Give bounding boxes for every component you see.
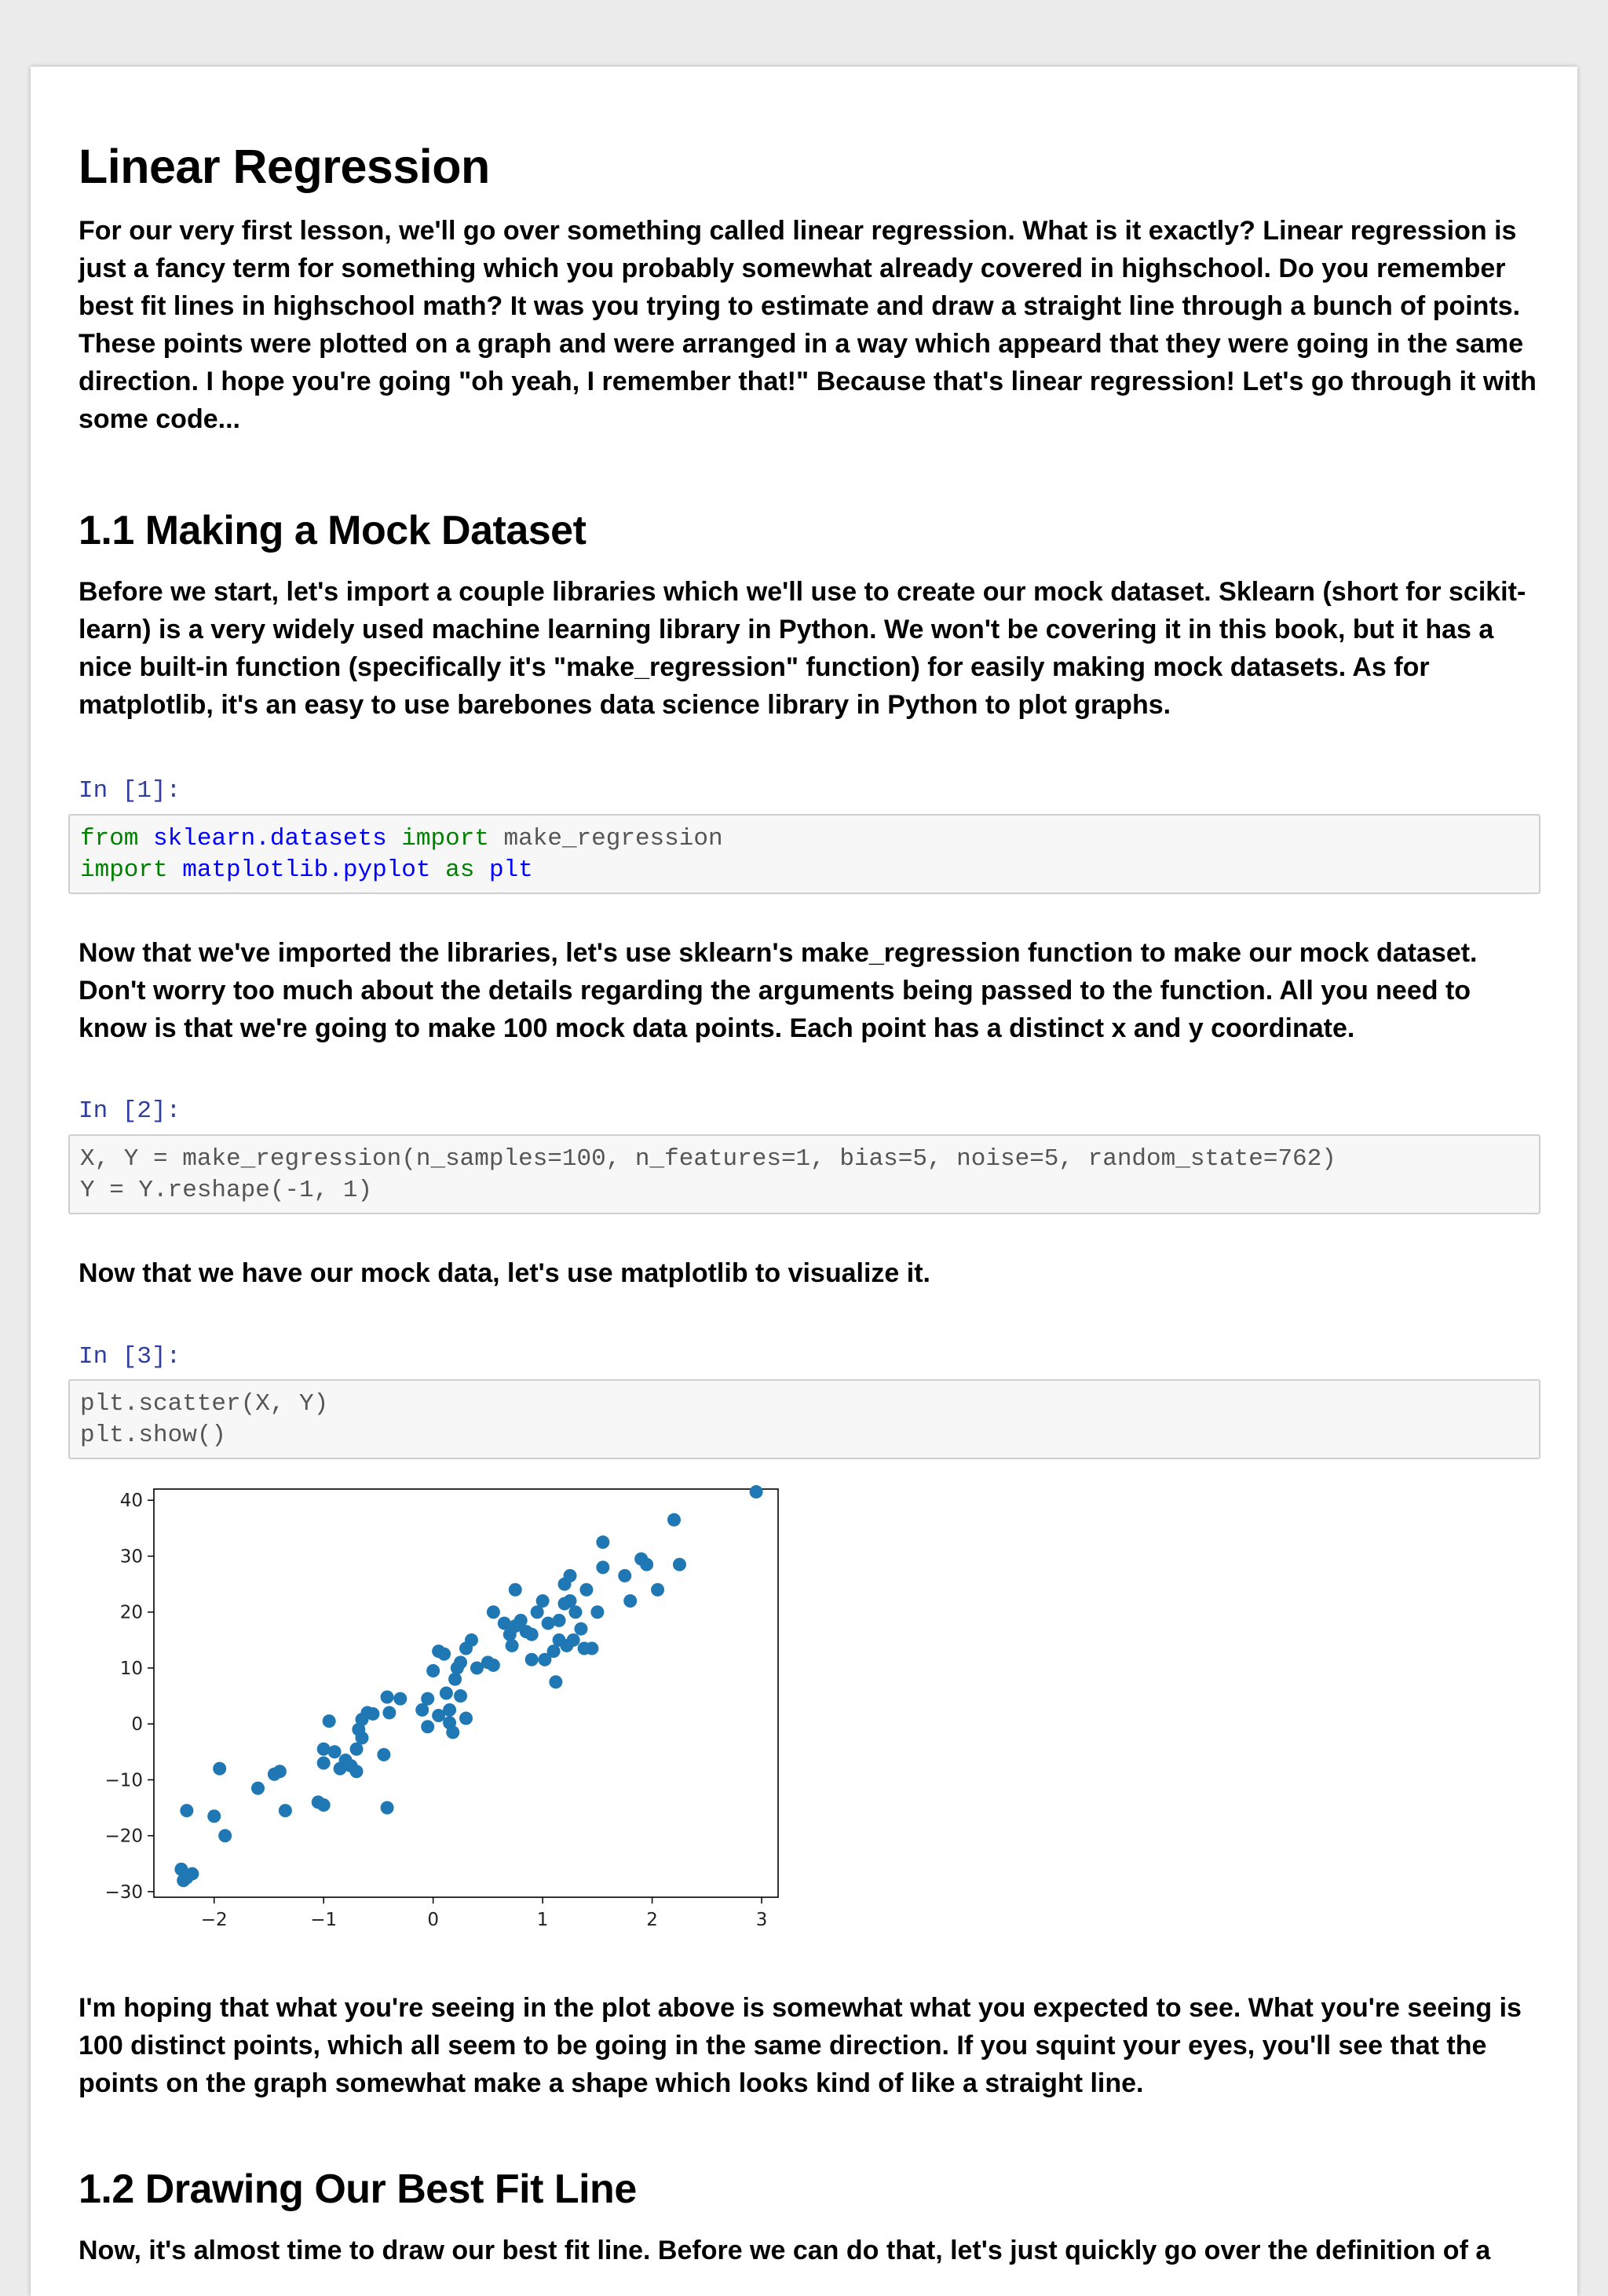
x-tick-label: 0 [427,1910,439,1927]
cell-3-prompt: In [3]: [79,1343,181,1371]
scatter-point [251,1782,265,1795]
x-tick-label: 2 [646,1910,658,1927]
scatter-point [568,1605,582,1619]
section-1-paragraph-1: Before we start, let's import a couple libraries which we'll use to create our mock dataset. Sklearn (short for scikit-learn) is a very widely used machine learning library in Python. We won't be covering it in this book, but it has a nice built-in function (specifically it's "make_regression" function) for easily making mock datasets. As for matplotlib, it's an easy to use barebones data science library in Python to plot graphs. [79,577,1526,720]
scatter-point [574,1623,587,1636]
scatter-point [328,1745,342,1758]
scatter-point [448,1673,462,1686]
scatter-point [377,1748,390,1761]
x-tick-label: −2 [200,1910,228,1927]
scatter-point [667,1513,681,1527]
y-tick-label: 0 [131,1714,143,1736]
scatter-point [567,1633,580,1647]
scatter-point [443,1703,456,1717]
scatter-point [437,1648,451,1661]
y-tick-label: 20 [119,1602,143,1623]
section-1-paragraph-4: I'm hoping that what you're seeing in the plot above is somewhat what you expected to see. What you're seeing is 100 distinct points, which all seem to be going in the same direction. If you squint your eyes, you'll see that the points on the graph somewhat make a shape which looks kind of like a straight line. [79,1993,1522,2098]
scatter-point [525,1628,539,1641]
page-title: Linear Regression [79,140,490,193]
scatter-point [426,1664,440,1677]
scatter-point [585,1642,598,1655]
code-token: sklearn.datasets [153,825,387,852]
section-1-paragraph-2: Now that we've imported the libraries, let's use sklearn's make_regression function to make our mock dataset. Don't worry too much about the details regarding the arguments being passed to the function. All you need to know is that we're going to make 100 mock data points. Each point has a distinct x and y coordinate. [79,938,1478,1043]
code-token: plt [488,856,533,884]
code-line: plt.scatter(X, Y) [80,1390,329,1418]
scatter-point [459,1712,473,1725]
section-heading-1-2: 1.2 Drawing Our Best Fit Line [79,2166,637,2212]
scatter-point [382,1706,396,1719]
scatter-point [549,1675,562,1688]
scatter-point [366,1707,379,1721]
x-tick-label: 1 [536,1910,549,1927]
scatter-point [446,1725,459,1739]
y-tick-label: 10 [119,1658,143,1679]
scatter-point [618,1569,631,1582]
cell-2-prompt: In [2]: [79,1097,181,1125]
scatter-point [207,1809,221,1823]
cell-1-prompt: In [1]: [79,777,181,805]
x-tick-label: −1 [310,1910,338,1927]
scatter-point [350,1765,364,1778]
scatter-point [177,1874,190,1887]
code-token: import [80,856,168,884]
scatter-point [381,1690,394,1703]
code-cell-1[interactable] [68,814,1540,894]
scatter-point [536,1594,550,1608]
scatter-point [623,1594,637,1608]
scatter-point [596,1560,609,1574]
code-token: from [80,825,139,852]
scatter-point [506,1639,519,1652]
scatter-point [180,1804,193,1817]
scatter-point [487,1605,500,1619]
scatter-point [509,1583,522,1597]
scatter-point [317,1798,331,1812]
y-tick-label: 40 [119,1491,143,1512]
scatter-point [651,1583,664,1597]
scatter-point [323,1714,336,1728]
scatter-point [213,1762,226,1776]
scatter-point [590,1605,604,1619]
code-line: plt.show() [80,1422,227,1449]
scatter-point [279,1804,292,1817]
scatter-point [564,1569,577,1582]
section-2-paragraph-1: Now, it's almost time to draw our best fit line. Before we can do that, let's just quickly go over the definition of a [79,2236,1491,2265]
code-cell-2[interactable] [68,1134,1540,1214]
scatter-point [465,1633,478,1647]
code-cell-3[interactable] [68,1379,1540,1459]
scatter-point [421,1720,434,1733]
y-tick-label: −10 [104,1770,143,1791]
code-token: make_regression [503,825,723,852]
notebook-page [31,67,1577,2296]
scatter-point [525,1653,539,1666]
scatter-point [596,1535,609,1549]
scatter-point [487,1659,500,1672]
code-token: matplotlib.pyplot [182,856,431,884]
code-token: import [401,825,489,852]
code-line: Y = Y.reshape(-1, 1) [80,1177,373,1204]
y-tick-label: −30 [104,1882,143,1903]
scatter-point [381,1801,394,1815]
scatter-point [393,1692,407,1706]
scatter-point [673,1558,686,1571]
intro-paragraph: For our very first lesson, we'll go over something called linear regression. What is it exactly? Linear regression is just a fancy term for something which you probably somewhat already covered in highschool. Do you remember best fit lines in highschool math? It was you trying to estimate and draw a straight line through a bunch of points. These points were plotted on a graph and were arranged in a way which appeard that they were going in the same direction. I hope you're going "oh yeah, I remember that!" Because that's linear regression! Let's go through it with some code... [79,216,1537,434]
scatter-point [440,1687,453,1700]
y-tick-label: 30 [119,1546,143,1568]
scatter-point [273,1765,287,1778]
section-heading-1-1: 1.1 Making a Mock Dataset [79,508,587,553]
scatter-point [454,1689,467,1703]
scatter-point [553,1614,566,1627]
section-1-paragraph-3: Now that we have our mock data, let's use matplotlib to visualize it. [79,1258,930,1288]
scatter-point [421,1692,434,1706]
scatter-point [317,1757,331,1770]
scatter-point [640,1558,653,1571]
scatter-chart [86,1480,872,1927]
code-token: as [445,856,475,884]
scatter-point [218,1829,232,1842]
scatter-point [579,1583,593,1597]
y-tick-label: −20 [104,1826,143,1847]
scatter-point [750,1485,763,1498]
scatter-point [454,1655,467,1669]
scatter-plot-output [86,1480,872,1927]
code-line: X, Y = make_regression(n_samples=100, n_features=1, bias=5, noise=5, random_state=762) [80,1145,1336,1173]
x-tick-label: 3 [755,1910,768,1927]
